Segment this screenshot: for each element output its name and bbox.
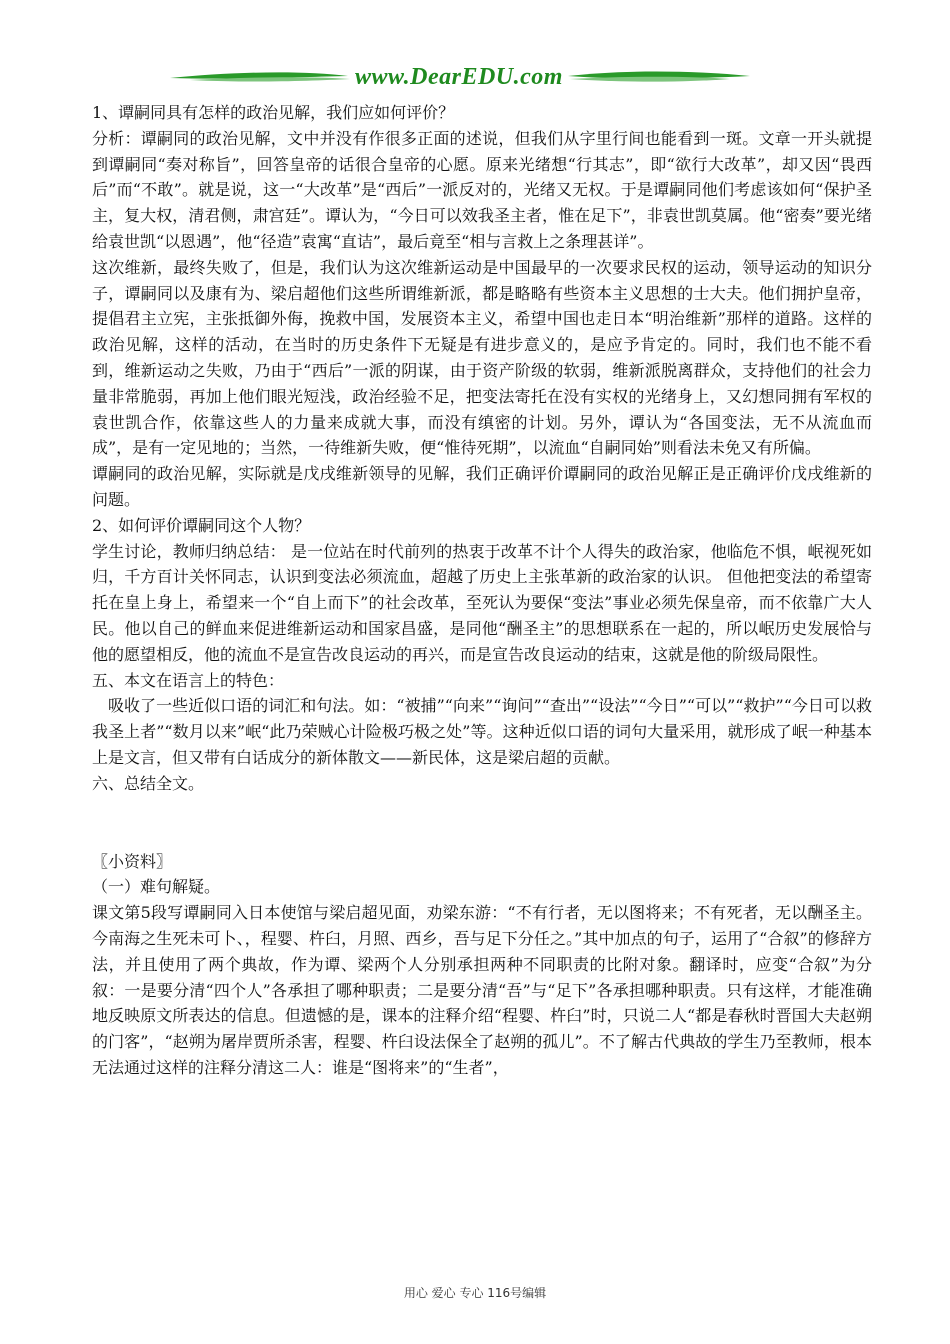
spacer xyxy=(92,797,872,849)
reform-paragraph: 这次维新，最终失败了，但是，我们认为这次维新运动是中国最早的一次要求民权的运动，领导运动的知识分子，谭嗣同以及康有为、梁启超他们这些所谓维新派，都是略略有些资本主义思想的士大夫。他们拥护皇帝，提倡君主立宪，主张抵御外侮，挽救中国，发展资本主义，希望中国也走日本“明治维新”那样的道路。这样的政治见解，这样的活动，在当时的历史条件下无疑是有进步意义的，是应予肯定的。同时，我们也不能不看到，维新运动之失败，乃由于“西后”一派的阴谋，由于资产阶级的软弱，维新派脱离群众，支持他们的社会力量非常脆弱，再加上他们眼光短浅，政治经验不足，把变法寄托在没有实权的光绪身上，又幻想同拥有军权的袁世凯合作，依靠这些人的力量来成就大事，而没有缜密的计划。另外，谭认为“各国变法，无不从流血而成”，是有一定见地的；当然，一待维新失败，便“惟待死期”，以流血“自嗣同始”则看法未免又有所偏。 xyxy=(92,257,872,458)
site-logo xyxy=(170,62,750,92)
evaluation-paragraph: 谭嗣同的政治见解，实际就是戊戌维新领导的见解，我们正确评价谭嗣同的政治见解正是正确评价戊戌维新的问题。 xyxy=(92,464,872,509)
document-body xyxy=(92,100,872,1081)
resource-heading: 〖小资料〗 xyxy=(92,851,173,871)
page-footer: 用心 爱心 专心 116号编辑 xyxy=(403,1286,547,1300)
analysis-paragraph: 分析：谭嗣同的政治见解，文中并没有作很多正面的述说，但我们从字里行间也能看到一斑。文章一开头就提到谭嗣同“奏对称旨”，回答皇帝的话很合皇帝的心愿。原来光绪想“行其志”，即“欲行大改革”，却又因“畏西后”而“不敢”。就是说，这一“大改革”是“西后”一派反对的，光绪又无权。于是谭嗣同他们考虑该如何“保护圣主，复大权，清君侧，肃宫廷”。谭认为，“今日可以效我圣主者，惟在足下”，非袁世凯莫属。他“密奏”要光绪给袁世凯“以恩遇”，他“径造”袁寓“直诘”，最后竟至“相与言救上之条理甚详”。 xyxy=(92,128,872,251)
discussion-paragraph: 学生讨论，教师归纳总结： 是一位站在时代前列的热衷于改革不计个人得失的政治家，他临危不惧，岷视死如归，千方百计关怀同志，认识到变法必须流血，超越了历史上主张革新的政治家的认识。 但他把变法的希望寄托在皇上身上，希望来一个“自上而下”的社会改革，至死认为要保“变法”事业必须先保皇帝，而不依靠广大人民。他以自己的鲜血来促进维新运动和国家昌盛，是同他“酬圣主”的思想联系在一起的，所以岷历史发展恰与他的愿望相反，他的流血不是宣告改良运动的再兴，而是宣告改良运动的结束，这就是他的阶级局限性。 xyxy=(92,541,872,664)
language-features-paragraph: 吸收了一些近似口语的词汇和句法。如：“被捕”“向来”“询问”“查出”“设法”“今日”“可以”“救护”“今日可以救我圣上者”“数月以来”岷“此乃荣贼心计险极巧极之处”等。这种近似口语的词句大量采用，就形成了岷一种基本上是文言，但又带有白话成分的新体散文——新民体，这是梁启超的贡献。 xyxy=(92,696,872,767)
section-5-heading: 五、本文在语言上的特色： xyxy=(92,670,285,690)
explanation-paragraph: 课文第5段写谭嗣同入日本使馆与梁启超见面，劝梁东游：“不有行者，无以图将来；不有死者，无以酬圣主。今南海之生死未可卜、，程婴、杵臼，月照、西乡，吾与足下分任之。”其中加点的句子，运用了“合叙”的修辞方法，并且使用了两个典故，作为谭、梁两个人分别承担两种不同职责的比附对象。翻译时，应变“合叙”为分叙：一是要分清“四个人”各承担了哪种职责；二是要分清“吾”与“足下”各承担哪种职责。只有这样，才能准确地反映原文所表达的信息。但遗憾的是，课本的注释介绍“程婴、杵臼”时，只说二人“都是春秋时晋国大夫赵朔的门客”，“赵朔为屠岸贾所杀害，程婴、杵臼设法保全了赵朔的孤儿”。不了解古代典故的学生乃至教师，根本无法通过这样的注释分清这二人：谁是“图将来”的“生者”， xyxy=(92,903,872,1077)
difficult-sentences-heading: （一）难句解疑。 xyxy=(92,877,221,897)
question-1-heading: 1、谭嗣同具有怎样的政治见解，我们应如何评价？ xyxy=(92,103,455,122)
section-6-heading: 六、总结全文。 xyxy=(92,773,205,793)
question-2-heading: 2、如何评价谭嗣同这个人物？ xyxy=(92,515,311,535)
logo-text: www.DearEDU.com xyxy=(355,64,563,90)
